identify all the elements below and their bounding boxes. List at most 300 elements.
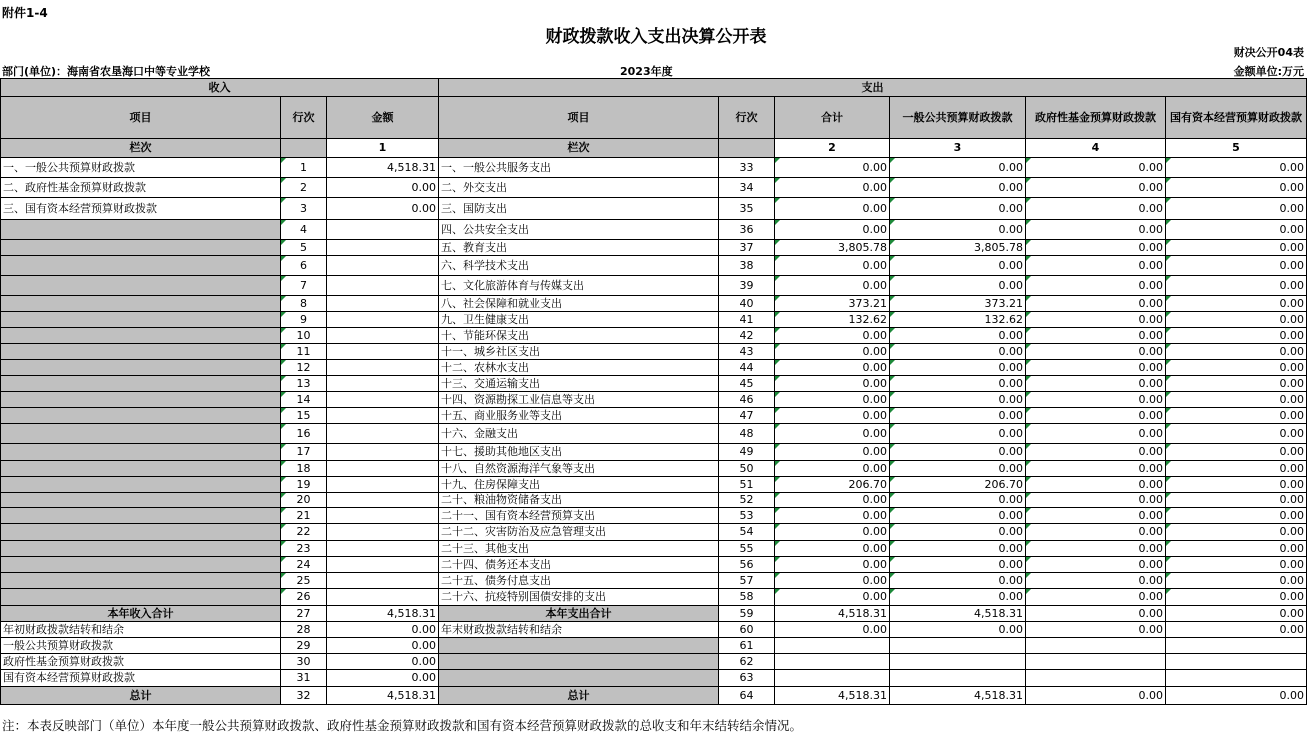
income-amount-cell[interactable] xyxy=(327,573,439,589)
state-capital-cell[interactable]: 0.00 xyxy=(1166,240,1307,256)
table-row xyxy=(1,408,1307,424)
income-row-no-cell[interactable]: 9 xyxy=(281,312,327,328)
empty-cell[interactable] xyxy=(775,670,890,687)
gov-fund-cell[interactable]: 0.00 xyxy=(1026,360,1166,376)
expense-row-no-cell[interactable]: 53 xyxy=(719,508,775,524)
gov-fund-cell[interactable]: 0.00 xyxy=(1026,198,1166,220)
year-expense-total-label[interactable]: 本年支出合计 xyxy=(439,606,719,622)
expense-row-no-cell[interactable]: 35 xyxy=(719,198,775,220)
gov-fund-cell[interactable]: 0.00 xyxy=(1026,493,1166,508)
gov-fund-cell[interactable]: 0.00 xyxy=(1026,424,1166,444)
begin-sub-general-amount[interactable]: 0.00 xyxy=(327,638,439,654)
income-item-cell[interactable] xyxy=(1,477,281,493)
state-capital-cell[interactable]: 0.00 xyxy=(1166,477,1307,493)
income-amount-cell[interactable] xyxy=(327,276,439,296)
gov-fund-cell[interactable]: 0.00 xyxy=(1026,461,1166,477)
income-row-no-cell[interactable]: 5 xyxy=(281,240,327,256)
begin-balance-amount[interactable]: 0.00 xyxy=(327,622,439,638)
empty-cell[interactable] xyxy=(1026,654,1166,670)
income-item-cell[interactable] xyxy=(1,240,281,256)
expense-item-cell[interactable]: 十三、交通运输支出 xyxy=(439,376,719,392)
gov-fund-cell[interactable]: 0.00 xyxy=(1026,573,1166,589)
table-row xyxy=(1,276,1307,296)
income-amount-cell[interactable] xyxy=(327,477,439,493)
state-capital-cell[interactable]: 0.00 xyxy=(1166,360,1307,376)
income-item-cell[interactable]: 二、政府性基金预算财政拨款 xyxy=(1,178,281,198)
income-amount-cell[interactable] xyxy=(327,360,439,376)
attachment-label: 附件1-4 xyxy=(2,6,48,20)
empty-cell[interactable] xyxy=(890,654,1026,670)
income-item-header: 项目 xyxy=(1,97,281,139)
expense-item-cell[interactable]: 一、一般公共服务支出 xyxy=(439,158,719,178)
expense-row-no-cell[interactable]: 46 xyxy=(719,392,775,408)
expense-total-cell[interactable]: 0.00 xyxy=(775,557,890,573)
gov-fund-cell[interactable]: 0.00 xyxy=(1026,178,1166,198)
income-item-cell[interactable] xyxy=(1,392,281,408)
income-item-cell[interactable] xyxy=(1,589,281,606)
expense-total-cell[interactable]: 3,805.78 xyxy=(775,240,890,256)
general-budget-cell[interactable]: 0.00 xyxy=(890,493,1026,508)
income-row-no-cell[interactable]: 14 xyxy=(281,392,327,408)
income-amount-cell[interactable] xyxy=(327,557,439,573)
state-capital-cell[interactable]: 0.00 xyxy=(1166,178,1307,198)
end-balance-total[interactable]: 0.00 xyxy=(775,622,890,638)
general-budget-cell[interactable]: 0.00 xyxy=(890,360,1026,376)
income-amount-cell[interactable] xyxy=(327,240,439,256)
expense-item-cell[interactable]: 十八、自然资源海洋气象等支出 xyxy=(439,461,719,477)
income-item-cell[interactable] xyxy=(1,296,281,312)
income-amount-cell[interactable]: 0.00 xyxy=(327,198,439,220)
expense-row-no-cell[interactable]: 38 xyxy=(719,256,775,276)
income-item-cell[interactable] xyxy=(1,328,281,344)
expense-row-no-cell[interactable]: 44 xyxy=(719,360,775,376)
expense-item-cell[interactable]: 二十二、灾害防治及应急管理支出 xyxy=(439,524,719,541)
general-budget-cell[interactable]: 0.00 xyxy=(890,557,1026,573)
income-row-no-cell[interactable]: 10 xyxy=(281,328,327,344)
general-budget-cell[interactable]: 0.00 xyxy=(890,424,1026,444)
begin-sub-general-row-no[interactable]: 29 xyxy=(281,638,327,654)
end-sub-row-no[interactable]: 62 xyxy=(719,654,775,670)
income-amount-cell[interactable] xyxy=(327,493,439,508)
state-capital-cell[interactable]: 0.00 xyxy=(1166,444,1307,461)
gov-fund-cell[interactable]: 0.00 xyxy=(1026,276,1166,296)
grand-total-expense-label[interactable]: 总计 xyxy=(439,687,719,705)
income-amount-cell[interactable]: 0.00 xyxy=(327,178,439,198)
income-row-no-cell[interactable]: 13 xyxy=(281,376,327,392)
expense-item-cell[interactable]: 七、文化旅游体育与传媒支出 xyxy=(439,276,719,296)
expense-row-no-cell[interactable]: 58 xyxy=(719,589,775,606)
income-amount-cell[interactable] xyxy=(327,589,439,606)
table-row xyxy=(1,493,1307,508)
expense-row-no-cell[interactable]: 33 xyxy=(719,158,775,178)
expense-row-no-cell[interactable]: 56 xyxy=(719,557,775,573)
state-capital-cell[interactable]: 0.00 xyxy=(1166,392,1307,408)
income-row-no-cell[interactable]: 8 xyxy=(281,296,327,312)
expense-total-cell[interactable]: 0.00 xyxy=(775,461,890,477)
end-balance-general[interactable]: 0.00 xyxy=(890,622,1026,638)
expense-row-no-cell[interactable]: 34 xyxy=(719,178,775,198)
state-capital-cell[interactable]: 0.00 xyxy=(1166,557,1307,573)
gov-fund-cell[interactable]: 0.00 xyxy=(1026,392,1166,408)
income-item-cell[interactable] xyxy=(1,276,281,296)
expense-total-cell[interactable]: 0.00 xyxy=(775,408,890,424)
grand-total-expense-total[interactable]: 4,518.31 xyxy=(775,687,890,705)
income-item-cell[interactable] xyxy=(1,508,281,524)
income-item-cell[interactable] xyxy=(1,256,281,276)
income-row-no-cell[interactable]: 23 xyxy=(281,541,327,557)
general-budget-cell[interactable]: 0.00 xyxy=(890,276,1026,296)
expense-column-label: 栏次 xyxy=(439,139,719,158)
expense-row-no-cell[interactable]: 37 xyxy=(719,240,775,256)
state-capital-cell[interactable]: 0.00 xyxy=(1166,376,1307,392)
income-amount-cell[interactable] xyxy=(327,408,439,424)
gov-fund-cell[interactable]: 0.00 xyxy=(1026,541,1166,557)
income-item-cell[interactable] xyxy=(1,376,281,392)
general-budget-cell[interactable]: 0.00 xyxy=(890,328,1026,344)
expense-item-cell[interactable]: 九、卫生健康支出 xyxy=(439,312,719,328)
income-row-no-cell[interactable]: 16 xyxy=(281,424,327,444)
expense-item-cell[interactable]: 十六、金融支出 xyxy=(439,424,719,444)
gov-fund-cell[interactable]: 0.00 xyxy=(1026,220,1166,240)
gov-fund-cell[interactable]: 0.00 xyxy=(1026,256,1166,276)
expense-total-cell[interactable]: 0.00 xyxy=(775,276,890,296)
begin-sub-fund-label[interactable]: 政府性基金预算财政拨款 xyxy=(1,654,281,670)
income-item-cell[interactable] xyxy=(1,424,281,444)
state-capital-cell[interactable]: 0.00 xyxy=(1166,198,1307,220)
begin-sub-capital-amount[interactable]: 0.00 xyxy=(327,670,439,687)
expense-total-cell[interactable]: 373.21 xyxy=(775,296,890,312)
state-capital-cell[interactable]: 0.00 xyxy=(1166,158,1307,178)
expense-total-cell[interactable]: 0.00 xyxy=(775,524,890,541)
expense-total-cell[interactable]: 0.00 xyxy=(775,178,890,198)
begin-balance-row-no[interactable]: 28 xyxy=(281,622,327,638)
gov-fund-cell[interactable]: 0.00 xyxy=(1026,240,1166,256)
begin-sub-capital-row-no[interactable]: 31 xyxy=(281,670,327,687)
expense-item-cell[interactable]: 二十三、其他支出 xyxy=(439,541,719,557)
income-amount-cell[interactable] xyxy=(327,461,439,477)
income-amount-cell[interactable] xyxy=(327,312,439,328)
gov-fund-cell[interactable]: 0.00 xyxy=(1026,344,1166,360)
expense-row-no-cell[interactable]: 42 xyxy=(719,328,775,344)
income-item-cell[interactable] xyxy=(1,573,281,589)
income-item-cell[interactable] xyxy=(1,220,281,240)
gov-fund-cell[interactable]: 0.00 xyxy=(1026,158,1166,178)
expense-row-no-cell[interactable]: 54 xyxy=(719,524,775,541)
expense-item-cell[interactable]: 二十五、债务付息支出 xyxy=(439,573,719,589)
gov-fund-cell[interactable]: 0.00 xyxy=(1026,524,1166,541)
income-row-no-cell[interactable]: 3 xyxy=(281,198,327,220)
grand-total-income-label[interactable]: 总计 xyxy=(1,687,281,705)
empty-cell[interactable] xyxy=(1026,670,1166,687)
year-expense-fund[interactable]: 0.00 xyxy=(1026,606,1166,622)
expense-row-no-cell[interactable]: 48 xyxy=(719,424,775,444)
expense-item-cell[interactable]: 八、社会保障和就业支出 xyxy=(439,296,719,312)
income-row-no-cell[interactable]: 21 xyxy=(281,508,327,524)
year-expense-total[interactable]: 4,518.31 xyxy=(775,606,890,622)
year-income-total-label[interactable]: 本年收入合计 xyxy=(1,606,281,622)
income-row-no-cell[interactable]: 1 xyxy=(281,158,327,178)
income-item-cell[interactable] xyxy=(1,557,281,573)
general-budget-cell[interactable]: 0.00 xyxy=(890,524,1026,541)
empty-cell[interactable] xyxy=(775,638,890,654)
income-item-cell[interactable] xyxy=(1,541,281,557)
income-row-no-cell[interactable]: 25 xyxy=(281,573,327,589)
general-budget-cell[interactable]: 0.00 xyxy=(890,461,1026,477)
expense-total-cell[interactable]: 0.00 xyxy=(775,589,890,606)
income-amount-cell[interactable] xyxy=(327,296,439,312)
empty-cell[interactable] xyxy=(439,670,719,687)
general-budget-cell[interactable]: 3,805.78 xyxy=(890,240,1026,256)
income-amount-cell[interactable] xyxy=(327,508,439,524)
income-item-cell[interactable]: 三、国有资本经营预算财政拨款 xyxy=(1,198,281,220)
year-expense-row-no[interactable]: 59 xyxy=(719,606,775,622)
general-budget-cell[interactable]: 0.00 xyxy=(890,541,1026,557)
expense-total-cell[interactable]: 0.00 xyxy=(775,392,890,408)
empty-cell[interactable] xyxy=(439,638,719,654)
expense-total-cell[interactable]: 0.00 xyxy=(775,444,890,461)
income-amount-cell[interactable] xyxy=(327,256,439,276)
gov-fund-cell[interactable]: 0.00 xyxy=(1026,296,1166,312)
empty-cell[interactable] xyxy=(890,670,1026,687)
general-budget-cell[interactable]: 0.00 xyxy=(890,178,1026,198)
income-row-no-cell[interactable]: 15 xyxy=(281,408,327,424)
expense-item-cell[interactable]: 十二、农林水支出 xyxy=(439,360,719,376)
expense-item-cell[interactable]: 十五、商业服务业等支出 xyxy=(439,408,719,424)
state-capital-cell[interactable]: 0.00 xyxy=(1166,424,1307,444)
income-item-cell[interactable] xyxy=(1,344,281,360)
expense-item-cell[interactable]: 二十一、国有资本经营预算支出 xyxy=(439,508,719,524)
income-amount-cell[interactable] xyxy=(327,424,439,444)
income-row-no-cell[interactable]: 6 xyxy=(281,256,327,276)
income-row-no-cell[interactable]: 2 xyxy=(281,178,327,198)
expense-item-cell[interactable]: 十一、城乡社区支出 xyxy=(439,344,719,360)
general-budget-header: 一般公共预算财政拨款 xyxy=(890,97,1026,139)
expense-item-cell[interactable]: 二十四、债务还本支出 xyxy=(439,557,719,573)
expense-total-cell[interactable]: 0.00 xyxy=(775,360,890,376)
expense-row-no-cell[interactable]: 55 xyxy=(719,541,775,557)
income-row-no-cell[interactable]: 7 xyxy=(281,276,327,296)
general-budget-cell[interactable]: 0.00 xyxy=(890,344,1026,360)
state-capital-cell[interactable]: 0.00 xyxy=(1166,312,1307,328)
expense-row-no-cell[interactable]: 49 xyxy=(719,444,775,461)
income-amount-cell[interactable] xyxy=(327,344,439,360)
empty-cell[interactable] xyxy=(890,638,1026,654)
gov-fund-cell[interactable]: 0.00 xyxy=(1026,557,1166,573)
expense-item-cell[interactable]: 四、公共安全支出 xyxy=(439,220,719,240)
state-capital-cell[interactable]: 0.00 xyxy=(1166,541,1307,557)
general-budget-cell[interactable]: 132.62 xyxy=(890,312,1026,328)
begin-sub-fund-row-no[interactable]: 30 xyxy=(281,654,327,670)
gov-fund-cell[interactable]: 0.00 xyxy=(1026,508,1166,524)
expense-item-cell[interactable]: 三、国防支出 xyxy=(439,198,719,220)
budget-table xyxy=(0,78,1307,705)
income-row-no-header: 行次 xyxy=(281,97,327,139)
income-row-no-cell[interactable]: 12 xyxy=(281,360,327,376)
general-budget-cell[interactable]: 206.70 xyxy=(890,477,1026,493)
general-budget-cell[interactable]: 0.00 xyxy=(890,256,1026,276)
gov-fund-cell[interactable]: 0.00 xyxy=(1026,589,1166,606)
table-row xyxy=(1,312,1307,328)
empty-cell[interactable] xyxy=(1166,654,1307,670)
grand-total-income-row-no[interactable]: 32 xyxy=(281,687,327,705)
expense-total-cell[interactable]: 0.00 xyxy=(775,376,890,392)
begin-sub-fund-amount[interactable]: 0.00 xyxy=(327,654,439,670)
expense-total-cell[interactable]: 0.00 xyxy=(775,198,890,220)
expense-row-no-cell[interactable]: 39 xyxy=(719,276,775,296)
gov-fund-cell[interactable]: 0.00 xyxy=(1026,376,1166,392)
year-expense-capital[interactable]: 0.00 xyxy=(1166,606,1307,622)
end-balance-fund[interactable]: 0.00 xyxy=(1026,622,1166,638)
gov-fund-cell[interactable]: 0.00 xyxy=(1026,477,1166,493)
income-amount-cell[interactable]: 4,518.31 xyxy=(327,158,439,178)
end-balance-row-no[interactable]: 60 xyxy=(719,622,775,638)
income-item-cell[interactable] xyxy=(1,524,281,541)
state-capital-cell[interactable]: 0.00 xyxy=(1166,276,1307,296)
general-budget-cell[interactable]: 0.00 xyxy=(890,392,1026,408)
expense-item-cell[interactable]: 十七、援助其他地区支出 xyxy=(439,444,719,461)
general-budget-cell[interactable]: 0.00 xyxy=(890,220,1026,240)
expense-total-cell[interactable]: 0.00 xyxy=(775,424,890,444)
general-budget-cell[interactable]: 373.21 xyxy=(890,296,1026,312)
income-row-no-cell[interactable]: 4 xyxy=(281,220,327,240)
grand-total-expense-capital[interactable]: 0.00 xyxy=(1166,687,1307,705)
begin-sub-general-label[interactable]: 一般公共预算财政拨款 xyxy=(1,638,281,654)
state-capital-cell[interactable]: 0.00 xyxy=(1166,524,1307,541)
income-item-cell[interactable] xyxy=(1,360,281,376)
income-amount-cell[interactable] xyxy=(327,541,439,557)
expense-total-cell[interactable]: 0.00 xyxy=(775,541,890,557)
grand-total-expense-fund[interactable]: 0.00 xyxy=(1026,687,1166,705)
income-row-no-cell[interactable]: 17 xyxy=(281,444,327,461)
end-sub-row-no[interactable]: 61 xyxy=(719,638,775,654)
grand-total-expense-general[interactable]: 4,518.31 xyxy=(890,687,1026,705)
income-row-no-cell[interactable]: 19 xyxy=(281,477,327,493)
gov-fund-cell[interactable]: 0.00 xyxy=(1026,312,1166,328)
begin-balance-label[interactable]: 年初财政拨款结转和结余 xyxy=(1,622,281,638)
expense-total-cell[interactable]: 206.70 xyxy=(775,477,890,493)
state-capital-cell[interactable]: 0.00 xyxy=(1166,296,1307,312)
expense-total-cell[interactable]: 132.62 xyxy=(775,312,890,328)
income-amount-cell[interactable] xyxy=(327,376,439,392)
expense-row-no-cell[interactable]: 40 xyxy=(719,296,775,312)
expense-row-no-cell[interactable]: 47 xyxy=(719,408,775,424)
general-budget-cell[interactable]: 0.00 xyxy=(890,573,1026,589)
state-capital-cell[interactable]: 0.00 xyxy=(1166,408,1307,424)
gov-fund-cell[interactable]: 0.00 xyxy=(1026,328,1166,344)
income-item-cell[interactable] xyxy=(1,493,281,508)
year-expense-general[interactable]: 4,518.31 xyxy=(890,606,1026,622)
income-item-cell[interactable]: 一、一般公共预算财政拨款 xyxy=(1,158,281,178)
income-item-cell[interactable] xyxy=(1,444,281,461)
state-capital-cell[interactable]: 0.00 xyxy=(1166,493,1307,508)
table-row xyxy=(1,198,1307,220)
expense-item-cell[interactable]: 二十、粮油物资储备支出 xyxy=(439,493,719,508)
general-budget-cell[interactable]: 0.00 xyxy=(890,376,1026,392)
empty-cell[interactable] xyxy=(439,654,719,670)
year-income-row-no[interactable]: 27 xyxy=(281,606,327,622)
empty-cell[interactable] xyxy=(1026,638,1166,654)
year-income-amount[interactable]: 4,518.31 xyxy=(327,606,439,622)
expense-total-cell[interactable]: 0.00 xyxy=(775,344,890,360)
income-row-no-cell[interactable]: 24 xyxy=(281,557,327,573)
income-row-no-cell[interactable]: 20 xyxy=(281,493,327,508)
summary-row xyxy=(1,622,1307,638)
expense-row-no-cell[interactable]: 43 xyxy=(719,344,775,360)
expense-row-no-cell[interactable]: 45 xyxy=(719,376,775,392)
expense-item-cell[interactable]: 十、节能环保支出 xyxy=(439,328,719,344)
income-amount-cell[interactable] xyxy=(327,392,439,408)
state-capital-cell[interactable]: 0.00 xyxy=(1166,344,1307,360)
expense-total-cell[interactable]: 0.00 xyxy=(775,508,890,524)
begin-sub-capital-label[interactable]: 国有资本经营预算财政拨款 xyxy=(1,670,281,687)
expense-total-cell[interactable]: 0.00 xyxy=(775,573,890,589)
end-sub-row-no[interactable]: 63 xyxy=(719,670,775,687)
empty-cell[interactable] xyxy=(1166,670,1307,687)
expense-row-no-cell[interactable]: 57 xyxy=(719,573,775,589)
general-budget-cell[interactable]: 0.00 xyxy=(890,408,1026,424)
income-row-no-cell[interactable]: 22 xyxy=(281,524,327,541)
income-row-no-cell[interactable]: 18 xyxy=(281,461,327,477)
gov-fund-cell[interactable]: 0.00 xyxy=(1026,444,1166,461)
end-balance-label[interactable]: 年末财政拨款结转和结余 xyxy=(439,622,719,638)
income-row-no-cell[interactable]: 26 xyxy=(281,589,327,606)
state-capital-cell[interactable]: 0.00 xyxy=(1166,461,1307,477)
expense-item-cell[interactable]: 二、外交支出 xyxy=(439,178,719,198)
expense-row-no-cell[interactable]: 52 xyxy=(719,493,775,508)
income-item-cell[interactable] xyxy=(1,461,281,477)
expense-total-cell[interactable]: 0.00 xyxy=(775,220,890,240)
state-capital-cell[interactable]: 0.00 xyxy=(1166,589,1307,606)
general-budget-cell[interactable]: 0.00 xyxy=(890,589,1026,606)
general-budget-cell[interactable]: 0.00 xyxy=(890,508,1026,524)
state-capital-cell[interactable]: 0.00 xyxy=(1166,256,1307,276)
expense-total-cell[interactable]: 0.00 xyxy=(775,256,890,276)
expense-row-no-cell[interactable]: 36 xyxy=(719,220,775,240)
expense-row-no-cell[interactable]: 50 xyxy=(719,461,775,477)
grand-total-expense-row-no[interactable]: 64 xyxy=(719,687,775,705)
state-capital-cell[interactable]: 0.00 xyxy=(1166,573,1307,589)
expense-item-cell[interactable]: 六、科学技术支出 xyxy=(439,256,719,276)
expense-item-cell[interactable]: 十四、资源勘探工业信息等支出 xyxy=(439,392,719,408)
income-amount-cell[interactable] xyxy=(327,220,439,240)
general-budget-cell[interactable]: 0.00 xyxy=(890,198,1026,220)
end-balance-capital[interactable]: 0.00 xyxy=(1166,622,1307,638)
income-amount-cell[interactable] xyxy=(327,524,439,541)
income-item-cell[interactable] xyxy=(1,408,281,424)
income-amount-cell[interactable] xyxy=(327,328,439,344)
expense-item-cell[interactable]: 五、教育支出 xyxy=(439,240,719,256)
general-budget-cell[interactable]: 0.00 xyxy=(890,158,1026,178)
general-budget-cell[interactable]: 0.00 xyxy=(890,444,1026,461)
grand-total-income-amount[interactable]: 4,518.31 xyxy=(327,687,439,705)
expense-row-no-cell[interactable]: 51 xyxy=(719,477,775,493)
income-row-no-cell[interactable]: 11 xyxy=(281,344,327,360)
state-capital-cell[interactable]: 0.00 xyxy=(1166,328,1307,344)
expense-total-cell[interactable]: 0.00 xyxy=(775,328,890,344)
expense-item-cell[interactable]: 二十六、抗疫特别国债安排的支出 xyxy=(439,589,719,606)
gov-fund-cell[interactable]: 0.00 xyxy=(1026,408,1166,424)
income-amount-cell[interactable] xyxy=(327,444,439,461)
expense-total-cell[interactable]: 0.00 xyxy=(775,493,890,508)
state-capital-cell[interactable]: 0.00 xyxy=(1166,508,1307,524)
empty-cell[interactable] xyxy=(1166,638,1307,654)
empty-cell[interactable] xyxy=(775,654,890,670)
expense-item-cell[interactable]: 十九、住房保障支出 xyxy=(439,477,719,493)
income-item-cell[interactable] xyxy=(1,312,281,328)
expense-total-cell[interactable]: 0.00 xyxy=(775,158,890,178)
expense-row-no-cell[interactable]: 41 xyxy=(719,312,775,328)
state-capital-cell[interactable]: 0.00 xyxy=(1166,220,1307,240)
